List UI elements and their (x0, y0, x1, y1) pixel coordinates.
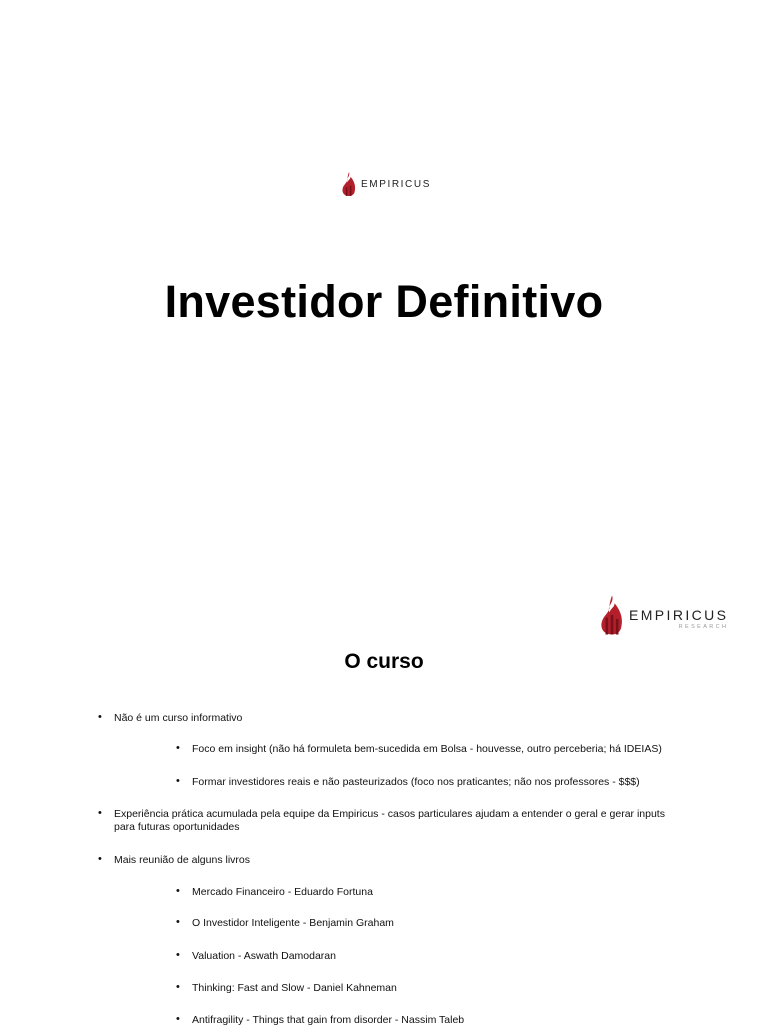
logo-text: EMPIRICUS (629, 607, 729, 623)
flame-logo-icon (341, 171, 357, 197)
section-heading: O curso (344, 650, 424, 673)
logo-text: EMPIRICUS (361, 178, 431, 190)
sub-bullet-item: • Thinking: Fast and Slow - Daniel Kahneman (192, 982, 692, 995)
sub-bullet-item: • Foco em insight (não há formuleta bem-sucedida em Bolsa - houvesse, outro perceberia; há IDEIAS) (192, 743, 692, 756)
bullet-item: • Experiência prática acumulada pela equipe da Empiricus - casos particulares ajudam a entender o geral e gerar inputs para futuras oportunidades (114, 808, 674, 834)
empiricus-research-logo (599, 594, 729, 638)
sub-bullet-item: • Formar investidores reais e não pasteurizados (foco nos praticantes; não nos professores - $$$) (192, 776, 692, 789)
logo-subtitle: RESEARCH (678, 624, 729, 630)
sub-bullet-item: • Mercado Financeiro - Eduardo Fortuna (192, 886, 692, 899)
bullet-item: • Mais reunião de alguns livros (114, 854, 674, 867)
empiricus-logo (341, 170, 431, 198)
page-title: Investidor Definitivo (164, 276, 604, 327)
sub-bullet-item: • Valuation - Aswath Damodaran (192, 950, 692, 963)
bullet-item: • Não é um curso informativo (114, 712, 674, 725)
sub-bullet-item: • O Investidor Inteligente - Benjamin Graham (192, 917, 692, 930)
flame-logo-icon (599, 594, 625, 636)
sub-bullet-item: • Antifragility - Things that gain from disorder - Nassim Taleb (192, 1014, 692, 1027)
